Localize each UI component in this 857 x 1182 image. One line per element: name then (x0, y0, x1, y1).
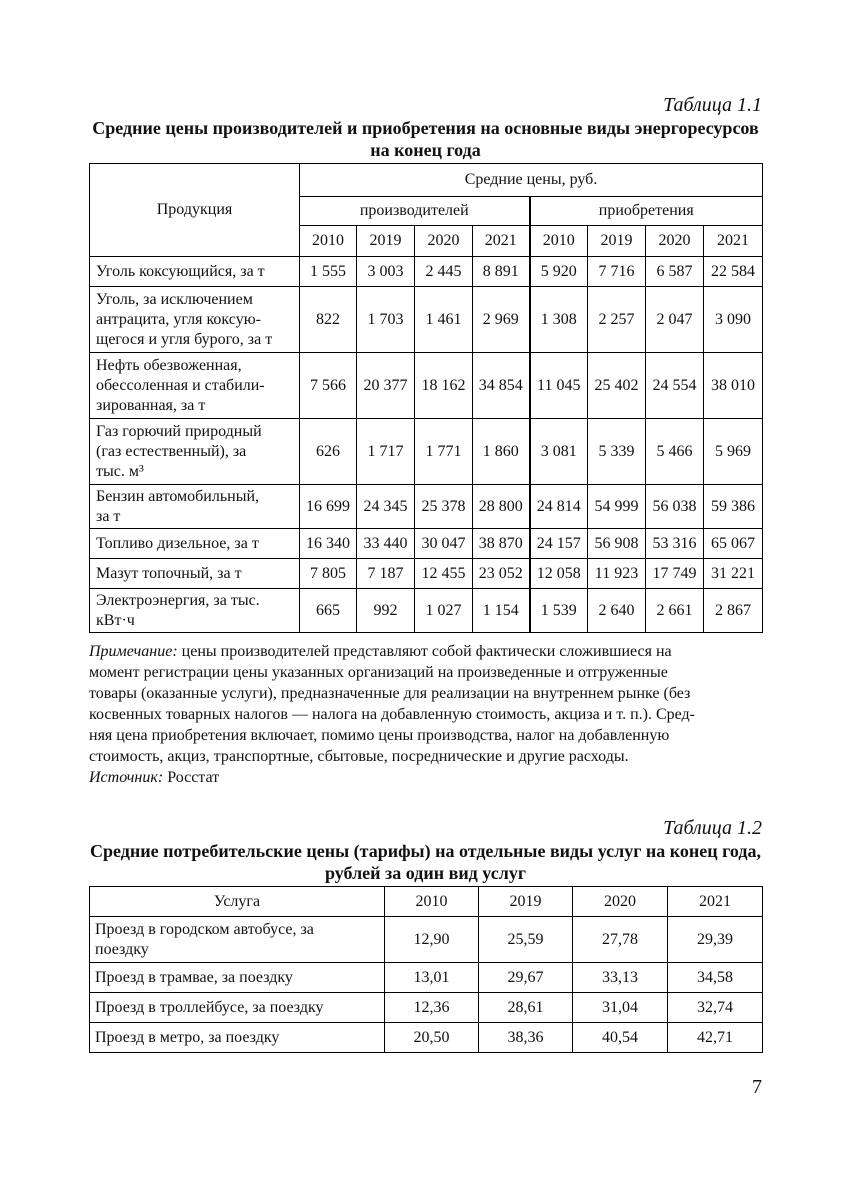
table2-title-line1: Средние потребительские цены (тарифы) на отдельные виды услуг на конец года, (90, 841, 761, 861)
value-cell: 12,90 (385, 917, 479, 963)
product-line: Электроэнергия, за тыс. (96, 591, 260, 609)
value-cell: 29,67 (479, 963, 573, 993)
value-cell: 31 221 (704, 559, 763, 589)
table1-title-line1: Средние цены производителей и приобретения на основные виды энергоресурсов (92, 118, 759, 138)
year-header: 2020 (646, 226, 704, 257)
value-cell: 38 870 (473, 529, 530, 559)
value-cell: 11 045 (530, 353, 588, 419)
service-cell (90, 917, 385, 963)
value-cell: 3 081 (530, 419, 588, 485)
table-row (90, 353, 763, 419)
product-line: Газ горючий природный (96, 422, 262, 440)
value-cell: 22 584 (704, 257, 763, 287)
note-line: косвенных товарных налогов — налога на добавленную стоимость, акциза и т. п.). Сред- (89, 706, 696, 723)
table2-title (89, 840, 762, 884)
value-cell: 1 717 (357, 419, 415, 485)
product-cell (90, 257, 300, 287)
value-cell: 33 440 (357, 529, 415, 559)
value-cell: 1 027 (415, 589, 473, 633)
table2-label: Таблица 1.2 (663, 817, 762, 839)
value-cell: 25,59 (479, 917, 573, 963)
value-cell: 5 969 (704, 419, 763, 485)
service-cell (90, 963, 385, 993)
value-cell: 38 010 (704, 353, 763, 419)
value-cell: 28 800 (473, 485, 530, 529)
value-cell: 1 461 (415, 287, 473, 353)
service-cell (90, 1023, 385, 1053)
product-cell (90, 287, 300, 353)
value-cell: 1 703 (357, 287, 415, 353)
product-line: щегося и угля бурого, за т (96, 330, 273, 348)
service-prices-table (89, 886, 763, 1053)
product-line: Уголь коксующийся, за т (96, 262, 265, 280)
product-line: антрацита, угля коксую- (96, 310, 261, 328)
value-cell: 32,74 (668, 993, 763, 1023)
product-cell (90, 353, 300, 419)
value-cell: 34 854 (473, 353, 530, 419)
value-cell: 18 162 (415, 353, 473, 419)
product-cell (90, 485, 300, 529)
table-row (90, 419, 763, 485)
year-header: 2019 (357, 226, 415, 257)
value-cell: 12,36 (385, 993, 479, 1023)
value-cell: 56 908 (588, 529, 646, 559)
note-line: момент регистрации цены указанных организаций на произведенные и отгруженные (89, 664, 668, 681)
year-header: 2021 (668, 887, 763, 917)
value-cell: 2 257 (588, 287, 646, 353)
source-label: Источник: (89, 769, 164, 786)
value-cell: 33,13 (573, 963, 668, 993)
note-label: Примечание: (89, 643, 178, 660)
product-line: за т (96, 507, 121, 525)
value-cell: 7 566 (300, 353, 357, 419)
value-cell: 7 716 (588, 257, 646, 287)
header-purchase: приобретения (530, 197, 763, 226)
value-cell: 17 749 (646, 559, 704, 589)
table-row (90, 485, 763, 529)
year-header: 2019 (479, 887, 573, 917)
year-header: 2010 (385, 887, 479, 917)
table1-note (89, 641, 762, 788)
table-row (90, 917, 763, 963)
value-cell: 59 386 (704, 485, 763, 529)
product-cell (90, 589, 300, 633)
value-cell: 31,04 (573, 993, 668, 1023)
value-cell: 3 090 (704, 287, 763, 353)
value-cell: 29,39 (668, 917, 763, 963)
table1-label: Таблица 1.1 (663, 94, 762, 116)
value-cell: 822 (300, 287, 357, 353)
product-line: обессоленная и стабили- (96, 376, 265, 394)
value-cell: 25 402 (588, 353, 646, 419)
table-row (90, 559, 763, 589)
value-cell: 24 345 (357, 485, 415, 529)
value-cell: 38,36 (479, 1023, 573, 1053)
value-cell: 2 969 (473, 287, 530, 353)
value-cell: 24 554 (646, 353, 704, 419)
value-cell: 11 923 (588, 559, 646, 589)
table1-title (89, 117, 762, 161)
value-cell: 24 157 (530, 529, 588, 559)
product-cell (90, 419, 300, 485)
note-line: товары (оказанные услуги), предназначенные для реализации на внутреннем рынке (без (89, 685, 691, 702)
table-row (90, 257, 763, 287)
energy-prices-table (89, 163, 763, 633)
value-cell: 2 640 (588, 589, 646, 633)
product-line: Бензин автомобильный, (96, 487, 260, 505)
header-product: Продукция (90, 164, 300, 257)
value-cell: 23 052 (473, 559, 530, 589)
value-cell: 6 587 (646, 257, 704, 287)
year-header: 2010 (530, 226, 588, 257)
value-cell: 24 814 (530, 485, 588, 529)
value-cell: 42,71 (668, 1023, 763, 1053)
year-header: 2020 (415, 226, 473, 257)
value-cell: 13,01 (385, 963, 479, 993)
table-row (90, 993, 763, 1023)
page-number: 7 (752, 1076, 762, 1098)
value-cell: 8 891 (473, 257, 530, 287)
product-line: Нефть обезвоженная, (96, 356, 242, 374)
value-cell: 1 539 (530, 589, 588, 633)
value-cell: 2 047 (646, 287, 704, 353)
product-line: Мазут топочный, за т (96, 564, 242, 582)
value-cell: 40,54 (573, 1023, 668, 1053)
value-cell: 20 377 (357, 353, 415, 419)
table1-title-line2: на конец года (370, 140, 481, 160)
year-header: 2010 (300, 226, 357, 257)
value-cell: 1 771 (415, 419, 473, 485)
value-cell: 5 466 (646, 419, 704, 485)
value-cell: 5 920 (530, 257, 588, 287)
value-cell: 34,58 (668, 963, 763, 993)
service-line: Проезд в городском автобусе, за (95, 920, 314, 938)
table2-title-line2: рублей за один вид услуг (324, 863, 526, 883)
value-cell: 25 378 (415, 485, 473, 529)
value-cell: 1 154 (473, 589, 530, 633)
product-line: Уголь, за исключением (96, 290, 253, 308)
note-line: няя цена приобретения включает, помимо цены производства, налог на добавленную (89, 727, 670, 744)
header-producers: производителей (300, 197, 530, 226)
value-cell: 3 003 (357, 257, 415, 287)
note-line: стоимость, акциз, транспортные, сбытовые, посреднические и другие расходы. (89, 748, 629, 765)
year-header: 2020 (573, 887, 668, 917)
value-cell: 65 067 (704, 529, 763, 559)
value-cell: 2 445 (415, 257, 473, 287)
table-row (90, 1023, 763, 1053)
service-cell (90, 993, 385, 1023)
product-line: тыс. м³ (96, 462, 144, 480)
service-line: поездку (95, 940, 149, 958)
value-cell: 28,61 (479, 993, 573, 1023)
source-value: Росстат (163, 769, 220, 786)
value-cell: 5 339 (588, 419, 646, 485)
value-cell: 626 (300, 419, 357, 485)
note-first-line: цены производителей представляют собой фактически сложившиеся на (177, 643, 672, 660)
year-header: 2021 (473, 226, 530, 257)
table-row (90, 287, 763, 353)
table-row (90, 529, 763, 559)
value-cell: 20,50 (385, 1023, 479, 1053)
product-cell (90, 529, 300, 559)
value-cell: 54 999 (588, 485, 646, 529)
product-line: (газ естественный), за (96, 442, 247, 460)
value-cell: 1 860 (473, 419, 530, 485)
service-line: Проезд в трамвае, за поездку (95, 968, 293, 986)
value-cell: 1 555 (300, 257, 357, 287)
service-line: Проезд в троллейбусе, за поездку (95, 998, 324, 1016)
value-cell: 16 699 (300, 485, 357, 529)
value-cell: 2 867 (704, 589, 763, 633)
table-row (90, 963, 763, 993)
table-row (90, 589, 763, 633)
value-cell: 2 661 (646, 589, 704, 633)
value-cell: 7 187 (357, 559, 415, 589)
service-line: Проезд в метро, за поездку (95, 1028, 280, 1046)
value-cell: 12 058 (530, 559, 588, 589)
header-avg-prices: Средние цены, руб. (300, 164, 763, 197)
value-cell: 53 316 (646, 529, 704, 559)
value-cell: 12 455 (415, 559, 473, 589)
value-cell: 27,78 (573, 917, 668, 963)
product-line: Топливо дизельное, за т (96, 534, 259, 552)
value-cell: 30 047 (415, 529, 473, 559)
product-line: кВт·ч (96, 611, 135, 629)
value-cell: 56 038 (646, 485, 704, 529)
value-cell: 1 308 (530, 287, 588, 353)
year-header: 2021 (704, 226, 763, 257)
header-service: Услуга (90, 887, 385, 917)
value-cell: 665 (300, 589, 357, 633)
value-cell: 992 (357, 589, 415, 633)
product-line: зированная, за т (96, 396, 206, 414)
value-cell: 7 805 (300, 559, 357, 589)
product-cell (90, 559, 300, 589)
value-cell: 16 340 (300, 529, 357, 559)
year-header: 2019 (588, 226, 646, 257)
document-page (89, 0, 762, 1053)
